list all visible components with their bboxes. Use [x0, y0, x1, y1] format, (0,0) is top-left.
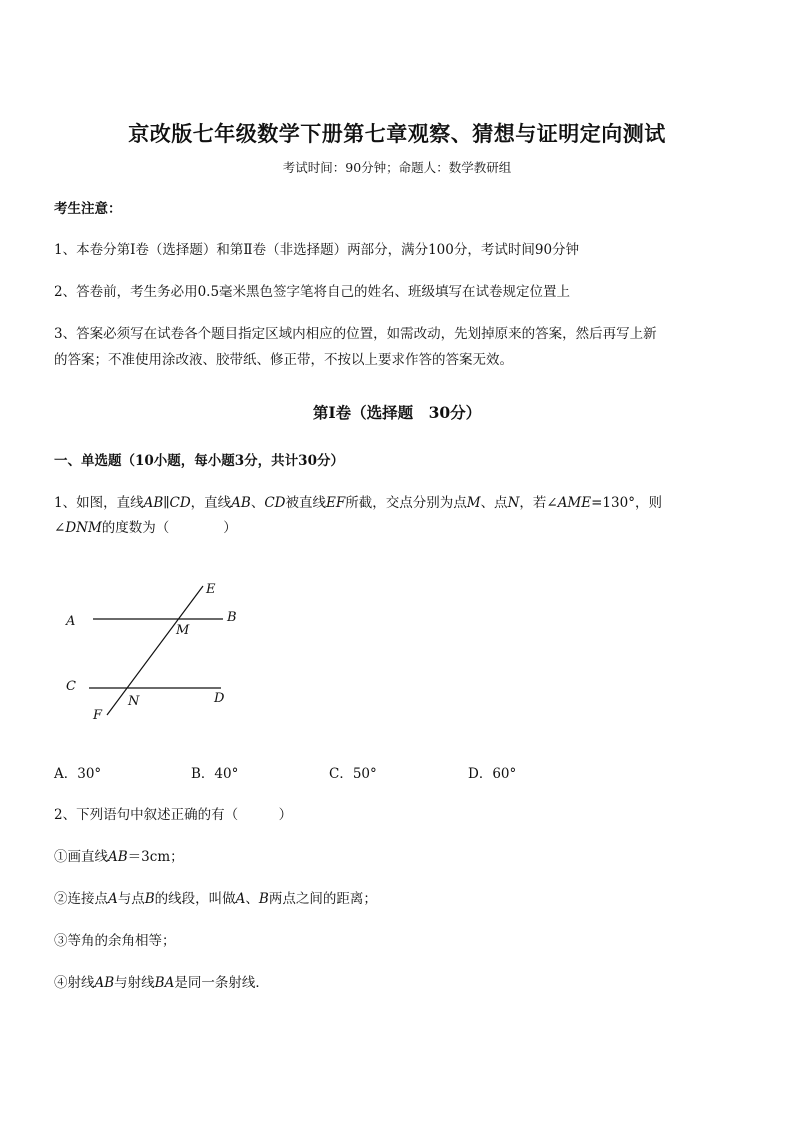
line-ef	[107, 586, 203, 715]
q2-statement-4: ④射线AB与射线BA是同一条射线．	[54, 975, 269, 991]
q1-stem-line2: ∠DNM的度数为（ ）	[54, 520, 237, 536]
q1-option-b: B．40°	[191, 766, 239, 782]
q2-statement-1: ①画直线AB＝3cm；	[54, 849, 184, 865]
q1-option-c: C．50°	[329, 766, 377, 782]
label-b: B	[227, 610, 237, 625]
q1-option-a: A．30°	[54, 766, 102, 782]
notice-item-1: 1、本卷分第Ⅰ卷（选择题）和第Ⅱ卷（非选择题）两部分，满分100分，考试时间90分钟	[54, 242, 580, 258]
q1-option-d: D．60°	[468, 766, 517, 782]
part-heading: 一、单选题（10小题，每小题3分，共计30分）	[54, 453, 344, 469]
q1-figure	[55, 575, 255, 725]
notice-item-3-cont: 的答案；不准使用涂改液、胶带纸、修正带，不按以上要求作答的答案无效。	[54, 352, 513, 368]
notice-heading: 考生注意：	[54, 201, 122, 217]
q2-statement-3: ③等角的余角相等；	[54, 933, 176, 949]
page-title: 京改版七年级数学下册第七章观察、猜想与证明定向测试	[128, 121, 666, 146]
q2-statement-2: ②连接点A与点B的线段，叫做A、B两点之间的距离；	[54, 891, 377, 907]
section-title: 第Ⅰ卷（选择题 30分）	[312, 403, 482, 422]
label-a: A	[66, 614, 76, 629]
exam-info: 考试时间：90分钟；命题人：数学教研组	[282, 160, 512, 175]
q2-stem: 2、下列语句中叙述正确的有（ ）	[54, 807, 293, 823]
label-f: F	[93, 708, 103, 723]
label-m: M	[176, 623, 190, 638]
label-c: C	[66, 679, 76, 694]
label-d: D	[214, 691, 225, 706]
notice-item-3: 3、答案必须写在试卷各个题目指定区域内相应的位置，如需改动，先划掉原来的答案，然后再写上新	[54, 326, 657, 342]
notice-item-2: 2、答卷前，考生务必用0.5毫米黑色签字笔将自己的姓名、班级填写在试卷规定位置上	[54, 284, 571, 300]
q1-stem-line1: 1、如图，直线AB∥CD，直线AB、CD被直线EF所截，交点分别为点M、点N，若∠AME=130°，则	[54, 495, 662, 511]
label-e: E	[206, 582, 216, 597]
label-n: N	[128, 694, 140, 709]
